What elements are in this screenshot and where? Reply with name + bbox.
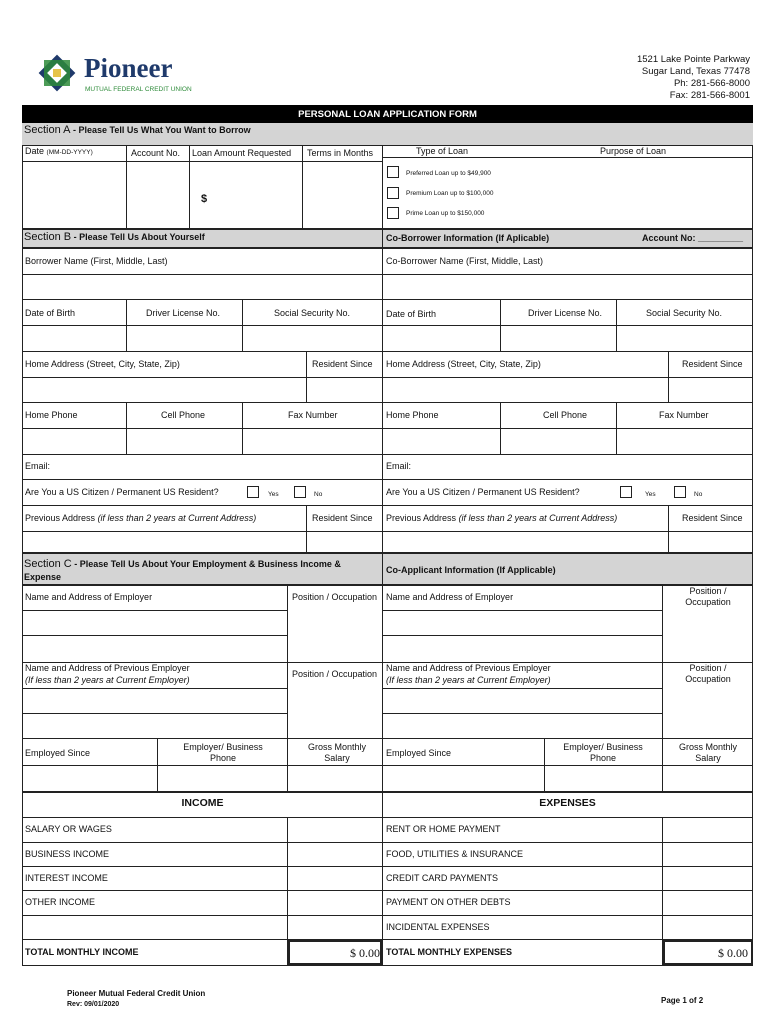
expense-row-other-debts: PAYMENT ON OTHER DEBTS <box>386 897 511 907</box>
purpose-of-loan-label: Purpose of Loan <box>600 146 667 156</box>
address-line-1: 1521 Lake Pointe Parkway <box>636 54 750 65</box>
prev-employer-note: (If less than 2 years at Current Employer) <box>25 675 190 685</box>
prev-position-label: Position / Occupation <box>292 669 378 679</box>
fax-number-label: Fax Number <box>288 410 338 420</box>
section-c-title: Section C - Please Tell Us About Your Employment & Business Income & <box>24 558 341 570</box>
home-phone-label: Home Phone <box>25 410 78 420</box>
co-prev-employer-note: (If less than 2 years at Current Employer) <box>386 675 551 685</box>
income-row-salary: SALARY OR WAGES <box>25 824 112 834</box>
dob-label: Date of Birth <box>25 308 76 318</box>
co-borrower-title: Co-Borrower Information (If Aplicable) <box>386 233 550 243</box>
co-employer-phone-label: Employer/ Business Phone <box>563 742 643 763</box>
co-prev-position-label: Position / Occupation <box>685 663 731 684</box>
total-expenses-value: $ 0.00 <box>718 946 748 960</box>
co-prev-employer-label: Name and Address of Previous Employer <box>386 663 551 673</box>
co-home-address-label: Home Address (Street, City, State, Zip) <box>386 359 541 369</box>
position-label: Position / Occupation <box>292 592 378 602</box>
co-cell-phone-label: Cell Phone <box>543 410 588 420</box>
prime-loan-label: Prime Loan up to $150,000 <box>406 210 485 217</box>
expense-row-credit-card: CREDIT CARD PAYMENTS <box>386 873 499 883</box>
employed-since-label: Employed Since <box>25 748 91 758</box>
co-fax-number-label: Fax Number <box>659 410 709 420</box>
section-c-title-line2: Expense <box>24 572 62 582</box>
co-citizen-yes-label: Yes <box>645 491 656 498</box>
co-position-label: Position / Occupation <box>685 586 731 607</box>
email-label: Email: <box>25 461 51 471</box>
citizen-no-label: No <box>314 491 323 498</box>
address-line-2: Sugar Land, Texas 77478 <box>641 66 750 77</box>
co-citizen-yes-checkbox[interactable] <box>620 486 632 498</box>
logo <box>34 50 194 100</box>
co-employer-label: Name and Address of Employer <box>386 592 514 602</box>
expense-row-rent: RENT OR HOME PAYMENT <box>386 824 501 834</box>
type-of-loan-label: Type of Loan <box>416 146 469 156</box>
co-employed-since-label: Employed Since <box>386 748 452 758</box>
footer-page: Page 1 of 2 <box>661 996 704 1005</box>
phone-number: Ph: 281-566-8000 <box>673 78 750 89</box>
co-prev-resident-since-label: Resident Since <box>682 513 743 523</box>
resident-since-label: Resident Since <box>312 359 373 369</box>
co-citizen-no-checkbox[interactable] <box>674 486 686 498</box>
income-title: INCOME <box>181 797 224 809</box>
account-no-label: Account No. <box>131 148 181 158</box>
total-expenses-label: TOTAL MONTHLY EXPENSES <box>386 947 513 957</box>
co-dob-label: Date of Birth <box>386 309 437 319</box>
citizen-yes-checkbox[interactable] <box>247 486 259 498</box>
total-income-label: TOTAL MONTHLY INCOME <box>25 947 139 957</box>
loan-amount-label: Loan Amount Requested <box>192 148 292 158</box>
citizen-question: Are You a US Citizen / Permanent US Resident? <box>25 487 219 497</box>
premium-loan-label: Premium Loan up to $100,000 <box>406 190 494 197</box>
co-borrower-account: Account No: _________ <box>642 233 744 243</box>
co-citizen-no-label: No <box>694 491 703 498</box>
expenses-title: EXPENSES <box>539 797 596 809</box>
gross-salary-label: Gross Monthly Salary <box>307 742 367 763</box>
co-driver-license-label: Driver License No. <box>528 308 603 318</box>
form-title: PERSONAL LOAN APPLICATION FORM <box>298 109 477 120</box>
citizen-no-checkbox[interactable] <box>294 486 306 498</box>
section-b-title: Section B - Please Tell Us About Yourself <box>24 231 205 243</box>
cell-phone-label: Cell Phone <box>161 410 206 420</box>
loan-amount-field[interactable] <box>190 162 302 228</box>
employer-phone-label: Employer/ Business Phone <box>183 742 263 763</box>
total-income-value: $ 0.00 <box>350 946 380 960</box>
footer-rev: Rev: 09/01/2020 <box>67 1001 120 1008</box>
preferred-loan-label: Preferred Loan up to $49,900 <box>406 170 491 177</box>
co-home-phone-label: Home Phone <box>386 410 439 420</box>
co-ssn-label: Social Security No. <box>646 308 723 318</box>
star-logo-icon <box>34 50 80 96</box>
dollar-sign: $ <box>201 193 208 205</box>
logo-subtitle: MUTUAL FEDERAL CREDIT UNION <box>85 86 192 93</box>
terms-label: Terms in Months <box>307 148 374 158</box>
expense-row-food: FOOD, UTILITIES & INSURANCE <box>386 849 524 859</box>
income-row-business: BUSINESS INCOME <box>25 849 110 859</box>
section-a-title: Section A - Please Tell Us What You Want to Borrow <box>24 124 251 136</box>
fax-number: Fax: 281-566-8001 <box>669 90 750 101</box>
premium-loan-checkbox[interactable] <box>387 187 399 199</box>
income-row-interest: INTEREST INCOME <box>25 873 108 883</box>
co-email-label: Email: <box>386 461 412 471</box>
prev-address-label: Previous Address (if less than 2 years at Current Address) <box>25 513 257 523</box>
section-b-table <box>22 248 753 553</box>
driver-license-label: Driver License No. <box>146 308 221 318</box>
prev-resident-since-label: Resident Since <box>312 513 373 523</box>
prev-employer-label: Name and Address of Previous Employer <box>25 663 190 673</box>
co-resident-since-label: Resident Since <box>682 359 743 369</box>
expense-row-incidental: INCIDENTAL EXPENSES <box>386 922 490 932</box>
employer-label: Name and Address of Employer <box>25 592 153 602</box>
income-row-other: OTHER INCOME <box>25 897 96 907</box>
prime-loan-checkbox[interactable] <box>387 207 399 219</box>
borrower-name-label: Borrower Name (First, Middle, Last) <box>25 256 168 266</box>
co-prev-address-label: Previous Address (if less than 2 years at Current Address) <box>386 513 618 523</box>
ssn-label: Social Security No. <box>274 308 351 318</box>
citizen-yes-label: Yes <box>268 491 279 498</box>
co-applicant-title: Co-Applicant Information (If Applicable) <box>386 565 556 575</box>
home-address-label: Home Address (Street, City, State, Zip) <box>25 359 180 369</box>
cu-address <box>637 54 750 102</box>
co-citizen-question: Are You a US Citizen / Permanent US Resident? <box>386 487 580 497</box>
co-borrower-name-label: Co-Borrower Name (First, Middle, Last) <box>386 256 544 266</box>
preferred-loan-checkbox[interactable] <box>387 166 399 178</box>
logo-name: Pioneer <box>84 53 173 83</box>
co-gross-salary-label: Gross Monthly Salary <box>678 742 738 763</box>
date-label: Date (MM-DD-YYYY) <box>25 146 93 156</box>
footer-org: Pioneer Mutual Federal Credit Union <box>67 989 206 998</box>
